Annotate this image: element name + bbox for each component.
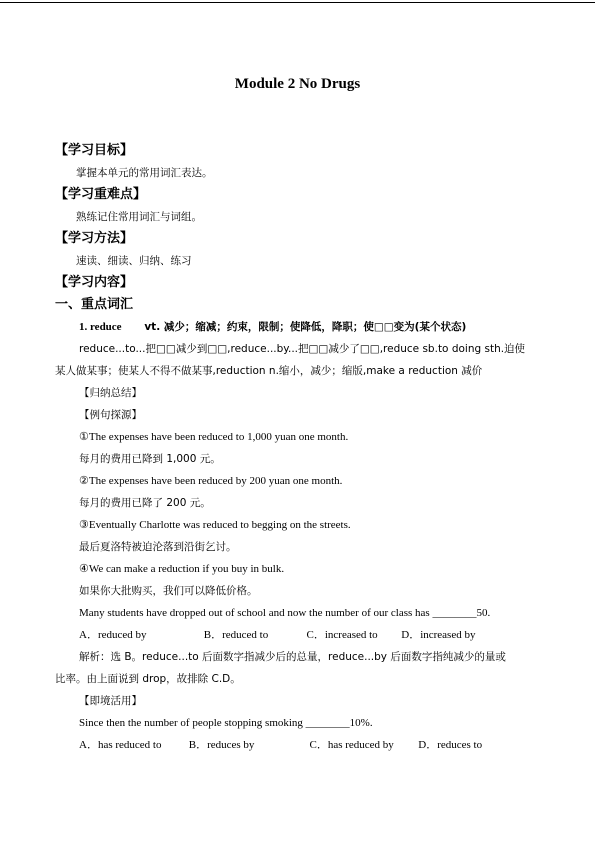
- q2-option-c: C．has reduced by: [309, 739, 394, 751]
- q1-option-d: D．increased by: [401, 629, 476, 641]
- vocab-heading: 一、重点词汇: [55, 297, 134, 312]
- method-text: 速读、细读、归纳、练习: [76, 255, 192, 267]
- example-3: ③Eventually Charlotte was reduced to begging on the streets.: [79, 519, 351, 531]
- content-heading: 【学习内容】: [55, 275, 134, 290]
- example-2: ②The expenses have been reduced by 200 yuan one month.: [79, 475, 343, 487]
- example-3-translation: 最后夏洛特被迫沦落到沿街乞讨。: [79, 541, 237, 553]
- example-4: ④We can make a reduction if you buy in bulk.: [79, 563, 285, 575]
- method-heading: 【学习方法】: [55, 231, 134, 246]
- word-entry: [79, 320, 466, 334]
- practice-label: 【即境活用】: [79, 695, 142, 707]
- key-points-heading: 【学习重难点】: [55, 187, 147, 202]
- top-rule: [0, 2, 595, 3]
- q1-option-b: B．reduced to: [203, 629, 269, 641]
- page-title: Module 2 No Drugs: [234, 76, 361, 92]
- goal-heading: 【学习目标】: [55, 143, 134, 158]
- definition-line-2: 某人做某事；使某人不得不做某事,reduction n.缩小，减少；缩版,make a reduction 减价: [55, 365, 483, 377]
- q2-option-d: D．reduces to: [418, 739, 483, 751]
- example-2-translation: 每月的费用已降了 200 元。: [79, 497, 211, 509]
- q2-option-b: B．reduces by: [188, 739, 255, 751]
- example-1: ①The expenses have been reduced to 1,000 yuan one month.: [79, 431, 349, 443]
- examples-label: 【例句探源】: [79, 409, 142, 421]
- q1-option-c: C．increased to: [306, 629, 378, 641]
- word-definition: vt. 减少；缩减；约束，限制；使降低，降职；使□□变为(某个状态): [144, 321, 467, 333]
- question-2-options: [79, 738, 482, 752]
- key-points-text: 熟练记住常用词汇与词组。: [76, 211, 202, 223]
- example-1-translation: 每月的费用已降到 1,000 元。: [79, 453, 221, 465]
- question-1: Many students have dropped out of school and now the number of our class has ________50.: [79, 607, 491, 619]
- example-4-translation: 如果你大批购买，我们可以降低价格。: [79, 585, 258, 597]
- q1-option-a: A．reduced by: [79, 629, 147, 641]
- question-1-options: [79, 628, 475, 642]
- summary-label: 【归纳总结】: [79, 387, 142, 399]
- goal-text: 掌握本单元的常用词汇表达。: [76, 167, 213, 179]
- question-1-explanation-2: 比率。由上面说到 drop，故排除 C.D。: [55, 673, 241, 685]
- question-2: Since then the number of people stopping smoking ________10%.: [79, 717, 373, 729]
- word-term: 1. reduce: [79, 321, 122, 333]
- q2-option-a: A．has reduced to: [79, 739, 162, 751]
- definition-line-1: reduce...to...把□□减少到□□,reduce...by...把□□减少了□□,reduce sb.to doing sth.迫使: [79, 343, 526, 355]
- question-1-explanation-1: 解析：选 B。reduce...to 后面数字指减少后的总量，reduce...by 后面数字指纯减少的量或: [79, 651, 506, 663]
